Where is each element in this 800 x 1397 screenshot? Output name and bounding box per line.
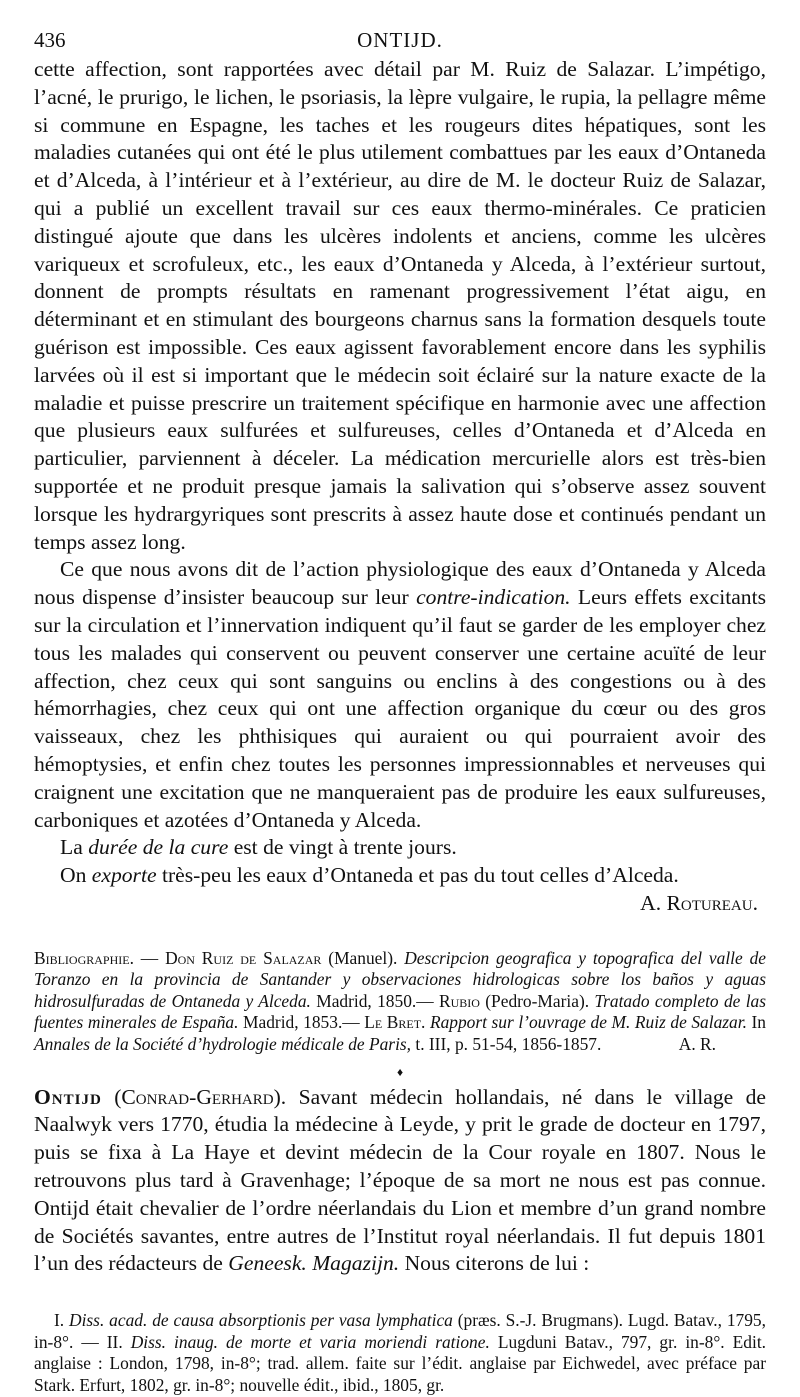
bibliography-label: Bibliographie. (34, 947, 134, 968)
text-run: Ce que nous avons dit de l’action physiologique des eaux d’Ontaneda y Alceda nous dispense d’insister beaucoup sur leur (34, 557, 766, 610)
text-run: . (421, 1012, 430, 1033)
work-title: Diss. acad. de causa absorptionis per vasa lymphatica (69, 1310, 453, 1331)
text-run: t. III, p. 51-54, 1856-1857. (411, 1034, 602, 1055)
bib-author: Le Bret (364, 1012, 422, 1033)
paragraph-indications: cette affection, sont rapportées avec détail par M. Ruiz de Salazar. L’impétigo, l’acné, le prurigo, le lichen, le psoriasis, la lèpre vulgaire, le rupia, la pellagre même si commune en Espagne, les taches et les rougeurs dites hépatiques, sont les maladies cutanées qui ont été le plus utilement combattues par les eaux d’Ontaneda et d’Alceda, à l’intérieur et à l’extérieur, au dire de M. le docteur Ruiz de Salazar, qui a publié un excellent travail sur ces eaux thermo-minérales. Ce praticien distingué ajoute que dans les ulcères indolents et anciens, comme les ulcères variqueux et scrofuleux, etc., les eaux d’Ontaneda y Alceda, à l’extérieur surtout, donnent de prompts résultats en ramenant progressivement l’état aigu, en déterminant et en stimulant des bourgeons charnus sans la formation desquels toute guérison est impossible. Ces eaux agissent favorablement encore dans les syphilis larvées où il est si important que le médecin soit éclairé sur la nature exacte de la maladie et puisse prescrire un traitement spécifique en harmonie avec une affection que plusieurs eaux sulfurées et sulfureuses, celles d’Ontaneda et d’Alceda en particulier, parviennent à déceler. La médication mercurielle alors est très-bien supportée et ne produit presque jamais la salivation qui s’observe assez souvent lorsque les hydrargyriques sont prescrits à assez haute dose et continués pendant un temps assez long. (34, 57, 766, 554)
bib-journal: Annales de la Société d’hydrologie médicale de Paris, (34, 1034, 412, 1055)
page-number: 436 (34, 28, 66, 52)
text-run: est de vingt à trente jours. (228, 835, 457, 860)
text-run: Lugduni Batav., 797, gr. in-8°. Edit. anglaise : London, 1798, in-8°; trad. allem. faite sur l’édit. anglaise par Eichwedel, avec préface par Stark. Erfurt, 1802, gr. in-8°; nouvelle édit., ibid., 1805, gr. (34, 1331, 767, 1396)
text-run: (Manuel). (321, 947, 405, 968)
entry-ontijd (34, 1084, 766, 1279)
bib-title: Descripcion geografica y topografica del valle de Toranzo en la provincia de Santander y observaciones hidrologicas sobre los baños y aguas hidrosulfuradas de Ontaneda y Alceda. (34, 947, 766, 1011)
work-number: I. (54, 1310, 70, 1331)
text-run: ). Savant médecin hollandais, né dans le village de Naalwyk vers 1770, étudia la médecine à Leyde, y prit le grade de docteur en 1797, puis se fixa à La Haye et devint médecin de la Cour royale en 1807. Nous le retrouvons plus tard à Gravenhage; l’époque de sa mort ne nous est pas connue. Ontijd était chevalier de l’ordre néerlandais du Lion et membre d’un grand nombre de Sociétés savantes, entre autres de l’Institut royal néerlandais. Il fut depuis 1801 l’un des rédacteurs de (34, 1084, 766, 1276)
italic-term: contre-indication. (416, 585, 571, 610)
text-run: très-peu les eaux d’Ontaneda et pas du tout celles d’Alceda. (156, 863, 679, 888)
running-head: ONTIJD. (357, 28, 443, 52)
page-header (34, 0, 766, 56)
text-run: On (60, 863, 92, 888)
text-run: (præs. S.-J. Brugmans). Lugd. Batav., 1795, in-8°. — II. (34, 1310, 766, 1352)
text-run: (Pedro-Maria). (479, 990, 595, 1011)
text-run: Madrid, 1850.— (310, 990, 439, 1011)
entry-name: Ontijd (34, 1084, 102, 1109)
article-body (34, 56, 766, 890)
text-run: Nous citerons de lui : (399, 1251, 590, 1276)
text-run: — (133, 947, 166, 968)
text-run: Madrid, 1853.— (238, 1012, 365, 1033)
journal-title: Geneesk. Magazijn. (228, 1251, 400, 1276)
italic-term: durée de la cure (88, 835, 229, 860)
bibliography-signature: A. R. (678, 1034, 716, 1055)
paragraph-contre-indications (34, 556, 766, 834)
italic-term: exporte (91, 863, 157, 888)
diamond-icon: ♦ (396, 1064, 404, 1079)
bibliography (34, 948, 766, 1056)
work-title: Diss. inaug. de morte et varia moriendi ratione. (130, 1331, 490, 1352)
text-run: La (60, 835, 89, 860)
text-run: ( (101, 1084, 122, 1109)
bib-author: Rubio (438, 990, 480, 1011)
paragraph-duree (34, 834, 766, 862)
paragraph-export (34, 862, 766, 890)
bib-title: Rapport sur l’ouvrage de M. Ruiz de Salazar. (429, 1012, 747, 1033)
works-list (34, 1310, 766, 1396)
entry-given-name: Conrad-Gerhard (121, 1084, 274, 1109)
author-signature: A. Rotureau. (640, 890, 758, 915)
bib-title: Tratado completo de las fuentes minerales de España. (34, 990, 766, 1033)
bib-author: Don Ruiz de Salazar (165, 947, 322, 968)
text-run: Leurs effets excitants sur la circulation et l’innervation indiquent qu’il faut se garder de les employer chez tous les malades qui conservent ou peuvent conserver une certaine acuïté de leur affection, chez ceux qui sont sanguins ou enclins à des congestions ou à des hémorrhagies, chez ceux qui ont une affection organique du cœur ou des gros vaisseaux, chez les phthisiques qui auraient ou qui pourraient avoir des hémoptysies, et enfin chez toutes les personnes impressionnables et nerveuses qui craignent une excitation que ne manqueraient pas de produire les eaux sulfureuses, carboniques et azotées d’Ontaneda y Alceda. (34, 585, 766, 832)
text-run: In (746, 1012, 766, 1033)
